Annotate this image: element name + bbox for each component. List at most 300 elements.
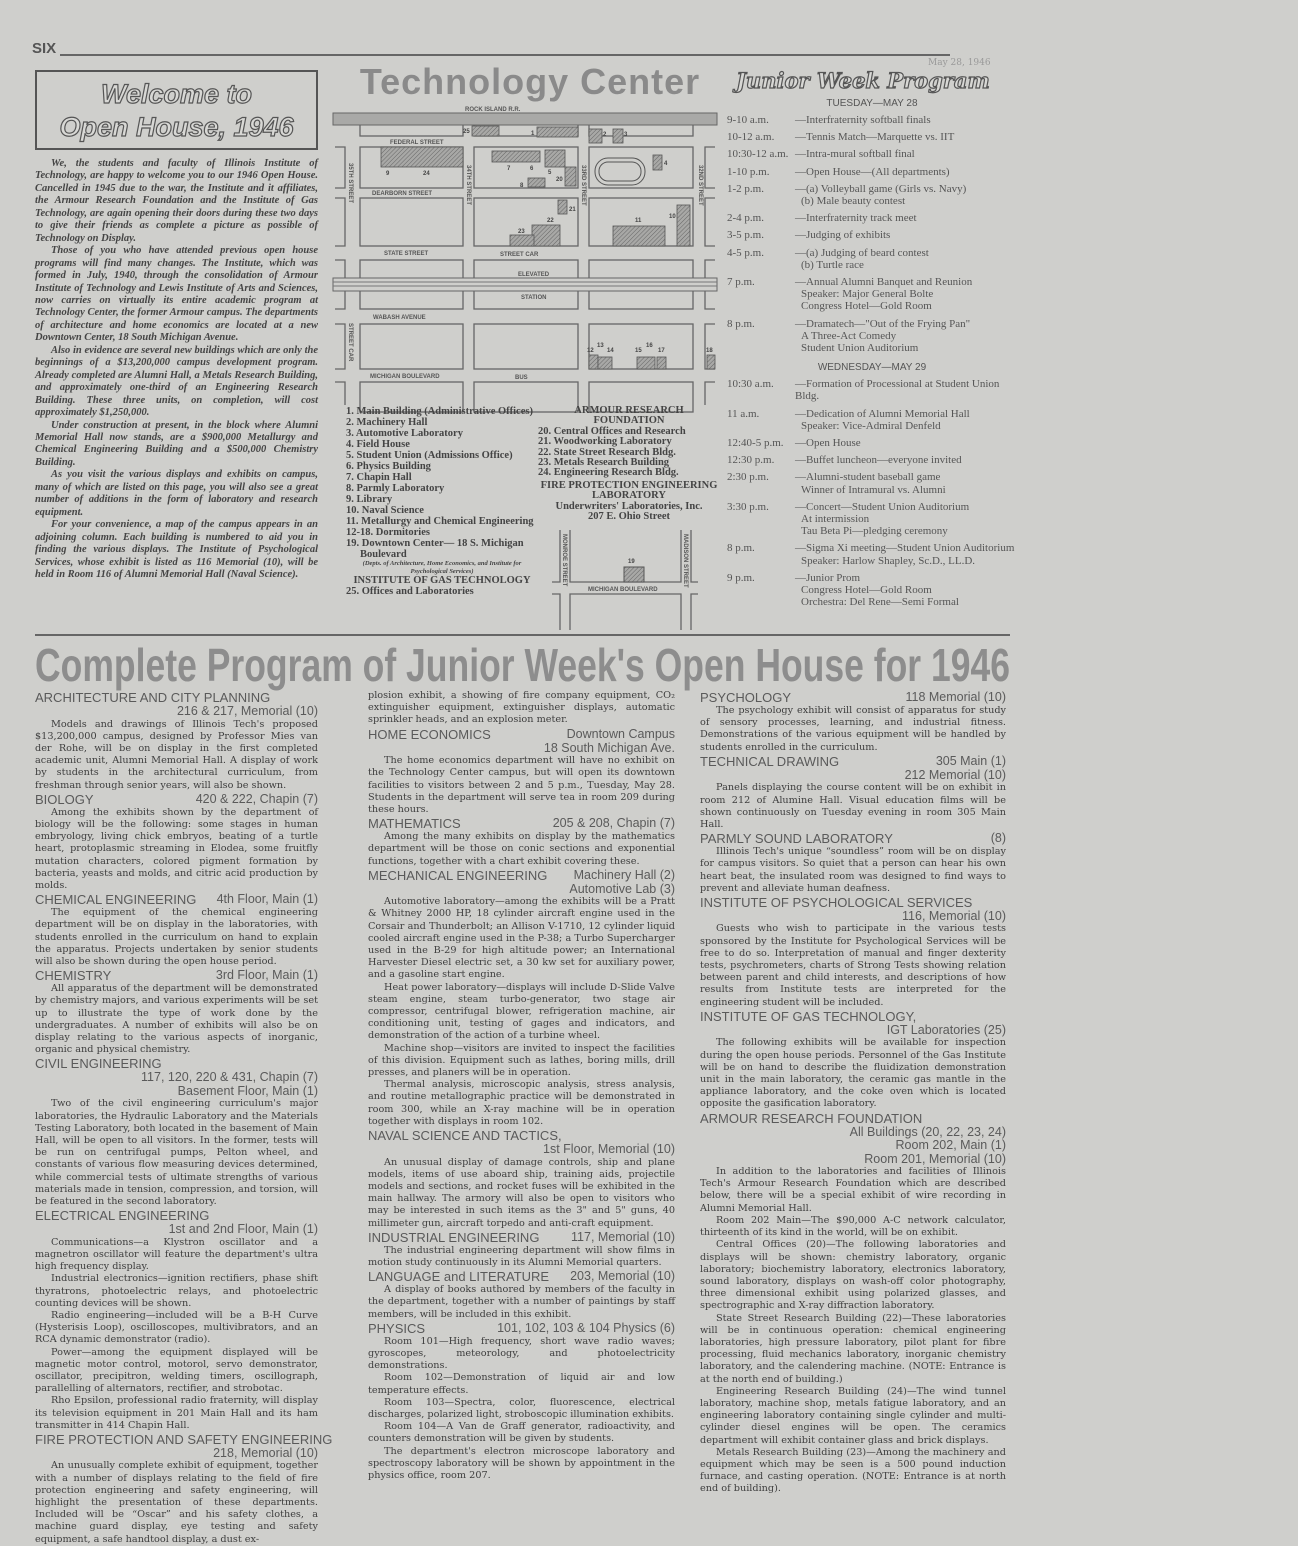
building-number: 24 — [423, 171, 430, 177]
building-number: 21 — [569, 207, 576, 213]
program-section — [368, 817, 675, 868]
label-state-street: STATE STREET — [384, 251, 429, 257]
event-description — [795, 454, 1017, 466]
program-section — [700, 1112, 1006, 1496]
legend-item: 6. Physics Building — [346, 461, 431, 472]
event-time: 8 p.m. — [727, 542, 755, 555]
legend-item: 3. Automotive Laboratory — [346, 428, 463, 439]
event-description — [795, 229, 1017, 241]
label-34th-street: 34TH STREET — [465, 165, 471, 206]
section-paragraph: Among the many exhibits on display by the mathematics department will be those on conic sections and exponential functions, together with a chart exhibit covering these. — [368, 831, 675, 867]
program-column-3 — [700, 690, 1006, 1498]
schedule-event — [727, 131, 1017, 143]
section-name: ARMOUR RESEARCH FOUNDATION — [700, 1110, 923, 1126]
event-time: 7 p.m. — [727, 276, 755, 289]
event-description — [795, 212, 1017, 224]
day-heading: TUESDAY—MAY 28 — [826, 98, 918, 109]
program-section — [368, 1231, 675, 1269]
event-line: —Open House — [795, 437, 861, 450]
event-line: —Tennis Match—Marquette vs. IIT — [795, 131, 955, 144]
section-name: LANGUAGE and LITERATURE — [368, 1269, 550, 1285]
legend-item: 24. Engineering Research Bldg. — [538, 467, 679, 479]
schedule-event — [727, 572, 1017, 609]
event-description — [795, 471, 1017, 495]
event-time: 10:30 a.m. — [727, 378, 774, 391]
section-location: Room 201, Memorial (10) — [864, 1151, 1006, 1166]
building-number: 20 — [556, 177, 563, 183]
program-section — [35, 1209, 318, 1432]
welcome-paragraph: Those of you who have attended previous open house programs will find many changes. The Institute, which was formed in July, 1940, through the consolidation of Armour Institute of Technology and Lewis Institute of Arts and Sciences, now carries on virtually its entire academic program at Technology Center, the former Armour campus. The departments of architecture and home economics are located at a new Downtown Center, 18 South Michigan Avenue. — [35, 245, 318, 344]
section-location: 216 & 217, Memorial (10) — [176, 704, 318, 718]
schedule-event — [727, 378, 1017, 402]
section-heading — [700, 832, 1006, 846]
day-heading: WEDNESDAY—MAY 29 — [817, 362, 927, 374]
legend-item: 22. State Street Research Bldg. — [538, 446, 676, 458]
issue-date: May 28, 1946 — [928, 58, 991, 68]
section-location: (8) — [990, 831, 1006, 846]
section-location: Machinery Hall (2) — [573, 867, 675, 882]
event-description — [795, 166, 1017, 178]
program-section — [700, 1010, 1006, 1111]
section-name: INSTITUTE OF GAS TECHNOLOGY, — [700, 1008, 917, 1024]
building-number: 8 — [520, 183, 524, 189]
section-heading — [368, 1129, 675, 1157]
building-number: 13 — [597, 343, 604, 349]
section-location: 218, Memorial (10) — [213, 1445, 318, 1460]
schedule-event — [727, 166, 1017, 178]
section-name: TECHNICAL DRAWING — [700, 753, 840, 769]
section-paragraph: Room 101—High frequency, short wave radio waves; gyroscopes, meteorology, and photoelectricity demonstrations. — [368, 1335, 675, 1372]
event-time: 3-5 p.m. — [727, 229, 764, 242]
section-location: 203, Memorial (10) — [570, 1269, 675, 1284]
event-line: Speaker: Harlow Shapley, Sc.D., LL.D. — [801, 554, 976, 567]
section-heading — [700, 1112, 1006, 1126]
legend-item: 10. Naval Science — [346, 505, 424, 516]
section-location: 117, 120, 220 & 431, Chapin (7) — [141, 1070, 318, 1085]
event-description — [795, 318, 1017, 355]
event-line: —Interfraternity track meet — [795, 212, 917, 225]
section-heading — [368, 1270, 675, 1284]
section-paragraph: Rho Epsilon, professional radio fraternity, will display its television equipment in 201 Main Hall and its ham transmitter in 414 Chapin Hall. — [35, 1395, 318, 1431]
section-paragraph: Communications—a Klystron oscillator and a magnetron oscillator will feature the department's ultra high frequency display. — [35, 1236, 318, 1273]
section-heading — [35, 691, 318, 705]
section-location: 4th Floor, Main (1) — [216, 892, 318, 907]
building-number: 14 — [607, 348, 614, 354]
building-number: 1 — [531, 131, 535, 137]
building-number: 10 — [669, 214, 676, 220]
section-name: PHYSICS — [368, 1320, 426, 1336]
label-33rd-street: 33RD STREET — [580, 165, 586, 206]
section-heading — [35, 1057, 318, 1085]
schedule-event — [727, 148, 1017, 160]
event-description — [795, 572, 1017, 609]
section-location: 212 Memorial (10) — [904, 767, 1006, 782]
schedule-event — [727, 212, 1017, 224]
event-time: 10-12 a.m. — [727, 131, 775, 144]
section-paragraph: Panels displaying the course content will be on exhibit in room 212 of Alumine Hall. Visual education films will be shown continuously on Tuesday evening in room 305 Main Hall. — [700, 782, 1006, 830]
section-heading — [35, 1431, 333, 1447]
section-name: CIVIL ENGINEERING — [35, 1056, 162, 1072]
section-paragraph: Room 104—A Van de Graff generator, radioactivity, and counters demonstration will be given by students. — [368, 1421, 675, 1445]
legend-heading-fire: FIRE PROTECTION ENGINEERING LABORATORY — [540, 479, 718, 502]
event-time: 8 p.m. — [727, 317, 755, 330]
program-section — [700, 755, 1006, 831]
section-paragraph: State Street Research Building (22)—These laboratories will be in continuous operation: chemical engineering laboratories, high pressure laboratory, pilot plant for fibre processing, fluid mechanics laboratory, inorganic chemistry laboratory, and the calendering machine. (NOTE: Entrance is at the north end of building.) — [700, 1312, 1006, 1385]
legend-item: 23. Metals Research Building — [538, 457, 670, 469]
building-number: 11 — [635, 218, 642, 224]
event-time: 2-4 p.m. — [727, 212, 764, 225]
event-time: 10:30-12 a.m. — [727, 148, 789, 161]
legend-item: 9. Library — [346, 494, 393, 505]
schedule-event — [727, 229, 1017, 241]
label-michigan-boulevard: MICHIGAN BOULEVARD — [370, 374, 440, 380]
section-location: 101, 102, 103 & 104 Physics (6) — [497, 1320, 675, 1335]
section-paragraph: Thermal analysis, microscopic analysis, stress analysis, and routine metallographic practice will be demonstrated in room 300, while an X-ray machine will be in operation together with displays in room 102. — [368, 1079, 675, 1127]
building-19 — [624, 567, 644, 582]
event-line: Tau Beta Pi—pledging ceremony — [801, 525, 948, 538]
section-location: 1st and 2nd Floor, Main (1) — [168, 1222, 318, 1237]
legend-fire-line: 207 E. Ohio Street — [587, 511, 671, 523]
welcome-title-line2: Open House, 1946 — [59, 112, 294, 142]
event-time: 3:30 p.m. — [727, 500, 769, 513]
program-section — [35, 969, 318, 1056]
section-name: ELECTRICAL ENGINEERING — [35, 1208, 210, 1224]
section-paragraph: Heat power laboratory—displays will include D-Slide Valve steam engine, steam turbo-generator, two stage air compressor, centrifugal blower, refrigeration machine, air conditioning unit, testing of gages and indicators, and demonstration of the action of a turbine wheel. — [368, 981, 675, 1042]
building-number: 16 — [646, 343, 653, 349]
event-line: Congress Hotel—Gold Room — [801, 584, 932, 597]
event-description — [795, 378, 1017, 402]
label-federal-street: FEDERAL STREET — [390, 140, 444, 146]
section-name: MECHANICAL ENGINEERING — [368, 867, 548, 883]
building-number: 25 — [463, 129, 470, 135]
event-line: —Annual Alumni Banquet and Reunion — [795, 276, 973, 289]
map-legend-campus — [346, 406, 538, 597]
section-heading — [368, 1231, 675, 1245]
event-time: 1-2 p.m. — [727, 182, 764, 195]
building-number: 12 — [587, 348, 594, 354]
section-name: PSYCHOLOGY — [700, 690, 792, 705]
section-paragraph: Two of the civil engineering curriculum's major laboratories, the Hydraulic Laboratory and the Materials Testing Laboratory, both located in the basement of Main Hall, will be open to all visitors. In the former, tests will be run on centrifugal pumps, Pelton wheel, and constants of various flow measuring devices determined, while commercial tests of ultimate strengths of various materials made in tension, compression, and torsion, will be featured in the second laboratory. — [35, 1098, 318, 1207]
section-heading — [35, 969, 318, 983]
section-heading — [700, 896, 1006, 910]
section-heading — [700, 755, 1006, 769]
schedule-event — [727, 454, 1017, 466]
label-michigan-boulevard: MICHIGAN BOULEVARD — [588, 587, 658, 593]
section-location: Room 202, Main (1) — [895, 1138, 1006, 1153]
event-line: —Judging of exhibits — [795, 229, 891, 242]
section-paragraph: In addition to the laboratories and facilities of Illinois Tech's Armour Research Foundation which are described below, there will be a special exhibit of wire recording in Alumni Memorial Hall. — [700, 1166, 1006, 1214]
section-location: Automotive Lab (3) — [569, 881, 675, 896]
label-madison-street: MADISON STREET — [682, 534, 688, 588]
welcome-title-box — [35, 70, 318, 150]
legend-item: 19. Downtown Center— 18 S. Michigan Boulevard — [346, 538, 524, 560]
welcome-paragraph: Under construction at present, in the block where Alumni Memorial Hall now stands, are a $900,000 Metallurgy and Chemical Engineering Building and a $500,000 Chemistry Building. — [35, 419, 318, 468]
label-wabash-avenue: WABASH AVENUE — [373, 315, 426, 321]
running-track — [595, 158, 645, 185]
junior-week-schedule — [727, 96, 1017, 614]
program-section — [368, 869, 675, 1128]
legend-heading-armour: ARMOUR RESEARCH FOUNDATION — [574, 405, 684, 427]
complete-program-headline — [35, 640, 1010, 690]
legend-fire-line: Underwriters' Laboratories, Inc. — [555, 500, 703, 512]
section-paragraph: Models and drawings of Illinois Tech's proposed $13,200,000 campus, designed by Professor Mies van der Rohe, will be on display in the first completed academic unit, Alumni Memorial Hall. A display of work by students in the architectural curriculum, from freshman through senior years, will also be shown. — [35, 718, 318, 791]
building-number: 6 — [530, 166, 534, 172]
section-paragraph: A display of books authored by members of the faculty in the department, together with a number of paintings by staff members, will be included in this exhibit. — [368, 1284, 675, 1320]
legend-item: 5. Student Union (Admissions Office) — [346, 450, 513, 461]
section-paragraph: Room 202 Main—The $90,000 A-C network calculator, thirteenth of its kind in the world, will be on exhibit. — [700, 1214, 1006, 1239]
event-description — [795, 131, 1017, 143]
section-paragraph: Room 102—Demonstration of liquid air and low temperature effects. — [368, 1372, 675, 1396]
event-time: 12:40-5 p.m. — [727, 437, 784, 450]
section-paragraph: The psychology exhibit will consist of apparatus for study of sensory processes, learning, and industrial fitness. Demonstrations of the various equipment will be handled by students enrolled in the curriculum. — [700, 705, 1006, 753]
event-description — [795, 501, 1017, 538]
legend-item: 11. Metallurgy and Chemical Engineering — [346, 516, 534, 527]
building-number: 22 — [547, 218, 554, 224]
section-paragraph: An unusually complete exhibit of equipment, together with a number of displays relating to the field of fire protection engineering and safety engineering, will highlight the presentation of these departments. Included will be “Oscar” and his safety clothes, a machine guard display, eye testing and safety equipment, a safe handtool display, a dust ex- — [35, 1460, 318, 1545]
section-paragraph: Industrial electronics—ignition rectifiers, phase shift thyratrons, photoelectric relays, and photoelectric counting devices will be shown. — [35, 1273, 318, 1309]
building-number: 4 — [664, 161, 668, 167]
program-section — [700, 896, 1006, 1009]
section-name: ARCHITECTURE AND CITY PLANNING — [35, 690, 271, 705]
top-rule — [60, 54, 950, 56]
section-location: 3rd Floor, Main (1) — [215, 968, 318, 983]
event-description — [795, 276, 1017, 313]
event-description — [795, 114, 1017, 126]
program-column-2 — [368, 690, 675, 1498]
label-elevated: ELEVATED — [518, 272, 550, 278]
program-section — [35, 1431, 333, 1546]
section-paragraph: The department's electron microscope laboratory and spectroscopy laboratory will be shown by appointment in the physics office, room 207. — [368, 1445, 675, 1482]
event-time: 2:30 p.m. — [727, 471, 769, 484]
section-name: INSTITUTE OF PSYCHOLOGICAL SERVICES — [700, 894, 973, 910]
event-description — [795, 437, 1017, 449]
section-paragraph: Illinois Tech's unique “soundless” room will be on display for campus visitors. So quiet that a person can hear his own heart beat, the insulated room was designed to find ways to prevent and alleviate human deafness. — [700, 846, 1006, 894]
section-name: CHEMICAL ENGINEERING — [35, 892, 197, 908]
section-name: CHEMISTRY — [35, 968, 112, 984]
building-number: 5 — [548, 170, 552, 176]
section-paragraph: Machine shop—visitors are invited to inspect the facilities of this division. Equipment such as lathes, boring mills, drill presses, and planers will be in operation. — [368, 1042, 675, 1079]
program-section — [368, 728, 675, 817]
label-station: STATION — [521, 295, 547, 301]
event-line: (b) Male beauty contest — [801, 195, 906, 208]
section-paragraph: An unusual display of damage controls, ship and plane models, items of use aboard ship, training aids, projectile models and sections, and rocket fuses will be exhibited in the main hallway. The armory will also be open to visitors who may be interested in such items as the 3" and 5" guns, 40 millimeter gun, aircraft torpedo and anti-craft equipment. — [368, 1156, 675, 1229]
event-line: —Concert—Student Union Auditorium — [795, 500, 970, 513]
legend-item: 8. Parmly Laboratory — [346, 483, 445, 494]
section-location: 305 Main (1) — [935, 753, 1006, 768]
section-rule — [35, 634, 1010, 636]
program-section — [35, 691, 318, 792]
event-time: 1-10 p.m. — [727, 165, 770, 178]
legend-item: 2. Machinery Hall — [346, 417, 428, 428]
event-line: Orchestra: Del Rene—Semi Formal — [801, 596, 959, 609]
event-line: Speaker: Vice-Admiral Denfeld — [801, 419, 941, 432]
section-name: HOME ECONOMICS — [368, 726, 491, 742]
label-dearborn-street: DEARBORN STREET — [372, 191, 433, 197]
section-location: Downtown Campus — [566, 726, 675, 741]
label-32nd-street: 32ND STREET — [697, 165, 703, 206]
event-line: —(a) Judging of beard contest — [795, 246, 929, 259]
event-line: —Junior Prom — [795, 571, 861, 584]
program-title: Junior Week Program — [736, 68, 990, 93]
section-paragraph: All apparatus of the department will be demonstrated by chemistry majors, and various experiments will be set up to illustrate the type of work done by the undergraduates. A number of exhibits will also be on display relating to the various aspects of inorganic, organic and physical chemistry. — [35, 983, 318, 1056]
legend-item: 21. Woodworking Laboratory — [538, 436, 672, 448]
event-time: 4-5 p.m. — [727, 246, 764, 259]
building-number: 18 — [706, 348, 713, 354]
section-heading — [368, 1322, 675, 1336]
section-paragraph: Radio engineering—included will be a B-H Curve (Hysterisis Loop), oscilloscopes, multivibrators, and an RCA dynamic demonstrator (radio). — [35, 1309, 318, 1346]
section-location: 420 & 222, Chapin (7) — [195, 791, 318, 806]
label-rock-island: ROCK ISLAND R.R. — [465, 107, 521, 113]
building-number: 15 — [635, 348, 642, 354]
section-location: All Buildings (20, 22, 23, 24) — [849, 1124, 1006, 1139]
section-heading — [368, 817, 675, 831]
section-location: IGT Laboratories (25) — [886, 1022, 1006, 1037]
legend-item: 1. Main Building (Administrative Offices) — [346, 406, 533, 417]
headline-text: Complete Program of Junior Week's Open House for 1946 — [35, 639, 1010, 691]
legend-item: 4. Field House — [346, 439, 410, 450]
welcome-title-line1: Welcome to — [100, 79, 253, 109]
program-column-1 — [35, 690, 333, 1545]
label-bus: BUS — [515, 375, 528, 381]
section-heading — [35, 793, 318, 807]
section-name: NAVAL SCIENCE AND TACTICS, — [368, 1128, 562, 1144]
downtown-inset-map — [548, 530, 708, 630]
schedule-event — [727, 247, 1017, 271]
campus-map — [330, 100, 720, 405]
section-heading — [35, 893, 318, 907]
event-line: A Three-Act Comedy — [801, 329, 897, 342]
program-section — [368, 690, 675, 727]
label-monroe-street: MONROE STREET — [561, 534, 567, 587]
map-title: Technology Center — [359, 61, 701, 102]
map-legend-armour — [538, 406, 720, 522]
section-location: 1st Floor, Memorial (10) — [543, 1142, 675, 1157]
section-location: 118 Memorial (10) — [905, 690, 1006, 704]
building-number: 9 — [386, 171, 390, 177]
event-line: —Dramatech—"Out of the Frying Pan" — [795, 317, 971, 330]
legend-item: 20. Central Offices and Research — [538, 425, 686, 437]
section-name: INDUSTRIAL ENGINEERING — [368, 1229, 540, 1245]
legend-item: 7. Chapin Hall — [346, 472, 412, 483]
event-line: —Buffet luncheon—everyone invited — [795, 454, 962, 467]
program-section — [700, 691, 1006, 754]
section-location: 205 & 208, Chapin (7) — [552, 816, 675, 831]
event-description — [795, 408, 1017, 432]
legend-note: (Depts. of Architecture, Home Economics, and Institute for Psychological Services) — [362, 560, 522, 575]
section-paragraph: Automotive laboratory—among the exhibits will be a Pratt & Whitney 2000 HP, 18 cylinder aircraft engine used in the Corsair and Thunderbolt; an Allison V-1710, 12 cylinder liquid cooled aircraft engine used in the P-38; a Turbo Supercharger used in the B-29 for high altitude power; an International Harvester Diesel electric set, a 30 kw set for auxiliary power, and a gasoline start engine. — [368, 896, 675, 981]
program-section — [700, 832, 1006, 895]
event-description — [795, 542, 1017, 566]
event-line: Winner of Intramural vs. Alumni — [801, 483, 946, 496]
label-street-car: STREET CAR — [500, 252, 539, 258]
legend-item: 12-18. Dormitories — [346, 527, 430, 538]
event-line: Speaker: Major General Bolte — [801, 288, 934, 301]
legend-item: 25. Offices and Laboratories — [346, 586, 474, 597]
schedule-event — [727, 276, 1017, 313]
event-line: —Open House—(All departments) — [795, 165, 950, 178]
event-time: 9-10 a.m. — [727, 114, 769, 126]
event-line: (b) Turtle race — [801, 258, 864, 271]
section-paragraph: The industrial engineering department will show films in motion study continuously in its Alumni Memorial quarters. — [368, 1244, 675, 1269]
section-paragraph: Among the exhibits shown by the department of biology will be the following: some stages in human embryology, living chick embryos, beating of a turtle heart, protoplasmic streaming in Elodea, some fruitfly mutation characters, colored pigment formation by bacteria, yeasts and molds, and citric acid production by molds. — [35, 806, 318, 891]
section-heading — [368, 728, 675, 742]
section-location: 117, Memorial (10) — [571, 1229, 675, 1244]
section-paragraph: Guests who wish to participate in the various tests sponsored by the Institute for Psychological Services will be free to do so. Interpretation of manual and finger dexterity tests, psychrometers, charts of Strong Tests showing relation between parent and child interests, and descriptions of how results from Institute tests are interpreted for the engineering student will be included. — [700, 923, 1006, 1008]
event-line: —(a) Volleyball game (Girls vs. Navy) — [795, 182, 967, 195]
event-time: 11 a.m. — [727, 407, 760, 420]
section-name: FIRE PROTECTION AND SAFETY ENGINEERING — [35, 1431, 333, 1447]
section-name: PARMLY SOUND LABORATORY — [700, 831, 893, 847]
section-heading — [700, 691, 1006, 705]
schedule-event — [727, 437, 1017, 449]
schedule-event — [727, 183, 1017, 207]
section-heading — [700, 1010, 1006, 1038]
schedule-event — [727, 114, 1017, 126]
program-section — [368, 1322, 675, 1482]
event-line: —Dedication of Alumni Memorial Hall — [795, 407, 970, 420]
program-section — [35, 893, 318, 968]
building-number: 23 — [518, 229, 525, 235]
event-line: —Sigma Xi meeting—Student Union Auditorium — [795, 542, 1015, 555]
event-time: 12:30 p.m. — [727, 454, 775, 467]
section-paragraph: plosion exhibit, a showing of fire company equipment, CO₂ extinguisher equipment, extinguisher displays, automatic sprinkler heads, and an explosion meter. — [368, 690, 675, 726]
section-paragraph: Metals Research Building (23)—Among the machinery and equipment which may be seen is a 500 pound induction furnace, and casting operation. (NOTE: Entrance is at north end of building). — [700, 1446, 1006, 1495]
program-section — [35, 1057, 318, 1208]
label-street-car-vertical: STREET CAR — [347, 323, 353, 362]
schedule-event — [727, 408, 1017, 432]
building-number: 3 — [624, 132, 628, 138]
legend-heading-gas: INSTITUTE OF GAS TECHNOLOGY — [353, 575, 531, 586]
schedule-event — [727, 471, 1017, 495]
event-line: Congress Hotel—Gold Room — [801, 300, 932, 313]
program-section — [35, 793, 318, 892]
event-description — [795, 148, 1017, 160]
building-number: 2 — [603, 132, 607, 138]
program-section — [368, 1270, 675, 1321]
section-name: BIOLOGY — [35, 791, 94, 807]
event-line: —Intra-mural softball final — [795, 148, 915, 161]
event-line: Student Union Auditorium — [801, 342, 919, 355]
section-paragraph: Room 103—Spectra, color, fluorescence, electrical discharges, polarized light, stroboscopic illumination exhibits. — [368, 1396, 675, 1421]
section-paragraph: The equipment of the chemical engineering department will be on display in the laboratories, with students enrolled in the curriculum on hand to explain the apparatus. Projects undertaken by senior students will also be shown during the open house period. — [35, 907, 318, 967]
schedule-event — [727, 501, 1017, 538]
section-paragraph: Power—among the equipment displayed will be magnetic motor control, motorol, servo demonstrator, oscillator, precipitron, welding timers, oscillograph, parallelling of alternators, rectifier, and strobotac. — [35, 1346, 318, 1395]
welcome-article — [35, 158, 318, 581]
event-line: —Alumni-student baseball game — [795, 471, 941, 484]
section-location: 18 South Michigan Ave. — [543, 740, 675, 755]
building-number: 17 — [658, 348, 665, 354]
building-number: 19 — [628, 559, 635, 565]
event-description — [795, 183, 1017, 207]
section-paragraph: The home economics department will have no exhibit on the Technology Center campus, but will open its downtown facilities to visitors between 2 and 5 p.m., Tuesday, May 28. Students in the department will serve tea in room 209 during these hours. — [368, 755, 675, 815]
welcome-paragraph: As you visit the various displays and exhibits on campus, many of which are listed on this page, you will also see a great number of additions in the form of laboratory and research equipment. — [35, 469, 318, 518]
section-name: MATHEMATICS — [368, 816, 461, 832]
section-heading — [368, 869, 675, 883]
building-number: 7 — [507, 166, 511, 172]
section-location: Basement Floor, Main (1) — [177, 1083, 318, 1098]
schedule-event — [727, 542, 1017, 566]
schedule-event — [727, 318, 1017, 355]
section-paragraph: Central Offices (20)—The following laboratories and displays will be shown: chemistry laboratory, organic laboratory; biochemistry laboratory, electronics laboratory, sound laboratory, displays on wash-off color photography, three dimensional exhibit using polarized glasses, and spectrographic and X-ray diffraction laboratory. — [700, 1239, 1006, 1312]
welcome-paragraph: Also in evidence are several new buildings which are only the beginnings of a $13,200,000 campus development program. Already completed are Alumni Hall, a Metals Research Building, and approximately one-third of an Engineering Research Building. These three units, on completion, will cost approximately $1,250,000. — [35, 344, 318, 419]
event-line: At intermission — [801, 513, 870, 526]
section-paragraph: The following exhibits will be available for inspection during the open house periods. Personnel of the Gas Institute will be on hand to describe the fluidization demonstration unit in the main laboratory, the ceramic gas mantle in the appliance laboratory, and the coke oven which is located opposite the gasification laboratory. — [700, 1037, 1006, 1110]
page-number: SIX — [32, 40, 57, 57]
label-35th-street: 35TH STREET — [347, 163, 353, 204]
section-paragraph: Engineering Research Building (24)—The wind tunnel laboratory, machine shop, metals fatigue laboratory, and an engineering laboratory containing single cylinder and multi-cylinder diesel engines will be open. The ceramics department will exhibit container glass and brick displays. — [700, 1385, 1006, 1446]
section-location: 116, Memorial (10) — [902, 908, 1006, 923]
welcome-paragraph: We, the students and faculty of Illinois Institute of Technology, are happy to welcome you to our 1946 Open House. Cancelled in 1945 due to the war, the Institute and it affiliates, the Armour Research Foundation and the Institute of Gas Technology, are again opening their doors during these two days to give their friends as complete a picture as possible of Technology on Display. — [35, 158, 318, 244]
